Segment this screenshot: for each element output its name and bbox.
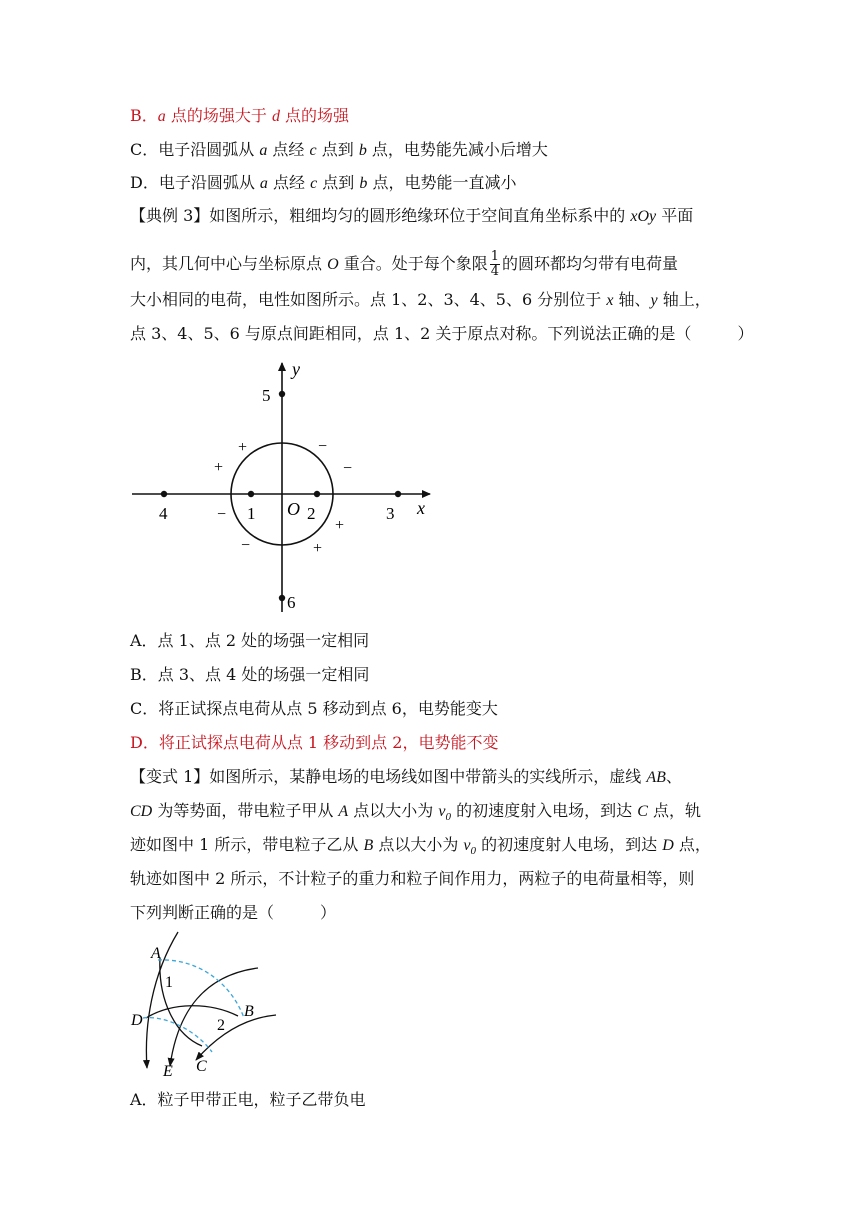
variant1-stem-line4: 轨迹如图中 2 所示，不计粒子的重力和粒子间作用力，两粒子的电荷量相等，则 (130, 869, 695, 888)
charge-sign-q1-a: − (318, 438, 328, 455)
variant1-stem-line2: CD 为等势面，带电粒子甲从 A 点以大小为 $v_0$ 的初速度射入电场，到达 C 点，轨 (130, 801, 701, 824)
charge-sign-q3-a: − (217, 506, 227, 523)
point-3-dot (395, 491, 401, 497)
y-axis-label: y (292, 359, 300, 379)
field-lines-figure (125, 928, 285, 1078)
example3-option-b: B．点 3、点 4 处的场强一定相同 (130, 665, 370, 684)
point-2-dot (314, 491, 320, 497)
example3-option-a: A．点 1、点 2 处的场强一定相同 (130, 631, 370, 650)
point-1-dot (248, 491, 254, 497)
point-label-6: 6 (287, 593, 296, 612)
example3-stem-line3: 大小相同的电荷，电性如图所示。点 1、2、3、4、5、6 分别位于 x 轴、y 轴上， (130, 290, 711, 309)
label-E: E (163, 1063, 173, 1078)
field-line-right (196, 1015, 276, 1060)
ring-coordinate-figure (125, 355, 445, 620)
example3-stem-line4: 点 3、4、5、6 与原点间距相同，点 1、2 关于原点对称。下列说法正确的是（ ） (130, 324, 754, 343)
variant1-stem-line5: 下列判断正确的是（ ） (130, 903, 337, 922)
x-axis-label: x (417, 498, 425, 518)
label-A: A (151, 945, 161, 962)
label-2: 2 (217, 1017, 225, 1034)
point-6-dot (279, 595, 285, 601)
point-5-dot (279, 391, 285, 397)
point-label-4: 4 (159, 504, 168, 523)
prev-option-d: D．电子沿圆弧从 a 点经 c 点到 b 点，电势能一直减小 (130, 173, 517, 192)
variant1-option-a: A．粒子甲带正电，粒子乙带负电 (130, 1090, 366, 1109)
prev-option-c: C．电子沿圆弧从 a 点经 c 点到 b 点，电势能先减小后增大 (130, 140, 548, 159)
variant1-stem-line3: 迹如图中 1 所示，带电粒子乙从 B 点以大小为 $v_0$ 的初速度射人电场，到达 D 点， (130, 835, 711, 858)
label-C: C (196, 1058, 207, 1075)
trajectory-1 (160, 958, 202, 1046)
label-1: 1 (165, 974, 173, 991)
point-4-dot (161, 491, 167, 497)
label-D: D (131, 1012, 143, 1029)
charge-sign-q3-b: − (241, 537, 251, 554)
label-B: B (244, 1003, 254, 1020)
point-label-1: 1 (247, 504, 256, 523)
point-label-3: 3 (386, 504, 395, 523)
example3-option-d: D．将正试探点电荷从点 1 移动到点 2，电势能不变 (130, 733, 499, 752)
origin-label: O (287, 499, 300, 519)
charge-sign-q2-b: + (214, 459, 224, 476)
example3-option-c: C．将正试探点电荷从点 5 移动到点 6，电势能变大 (130, 699, 498, 718)
charge-sign-q4-b: + (313, 540, 323, 557)
charge-sign-q2-a: + (238, 439, 248, 456)
charge-sign-q1-b: − (343, 460, 353, 477)
fraction-one-quarter: $\frac{1}{4}$ (490, 249, 500, 279)
example3-stem-line1: 【典例 3】如图所示，粗细均匀的圆形绝缘环位于空间直角坐标系中的 xOy 平面 (130, 206, 694, 225)
prev-option-b: B．a 点的场强大于 d 点的场强 (130, 106, 350, 125)
point-label-2: 2 (307, 504, 316, 523)
charge-sign-q4-a: + (335, 517, 345, 534)
variant1-stem-line1: 【变式 1】如图所示，某静电场的电场线如图中带箭头的实线所示，虚线 AB、 (130, 767, 682, 786)
point-label-5: 5 (262, 386, 271, 405)
example3-stem-line2: 内，其几何中心与坐标原点 O 重合。处于每个象限 $\frac{1}{4}$ 的圆环都均匀带有电荷量 (130, 249, 679, 279)
